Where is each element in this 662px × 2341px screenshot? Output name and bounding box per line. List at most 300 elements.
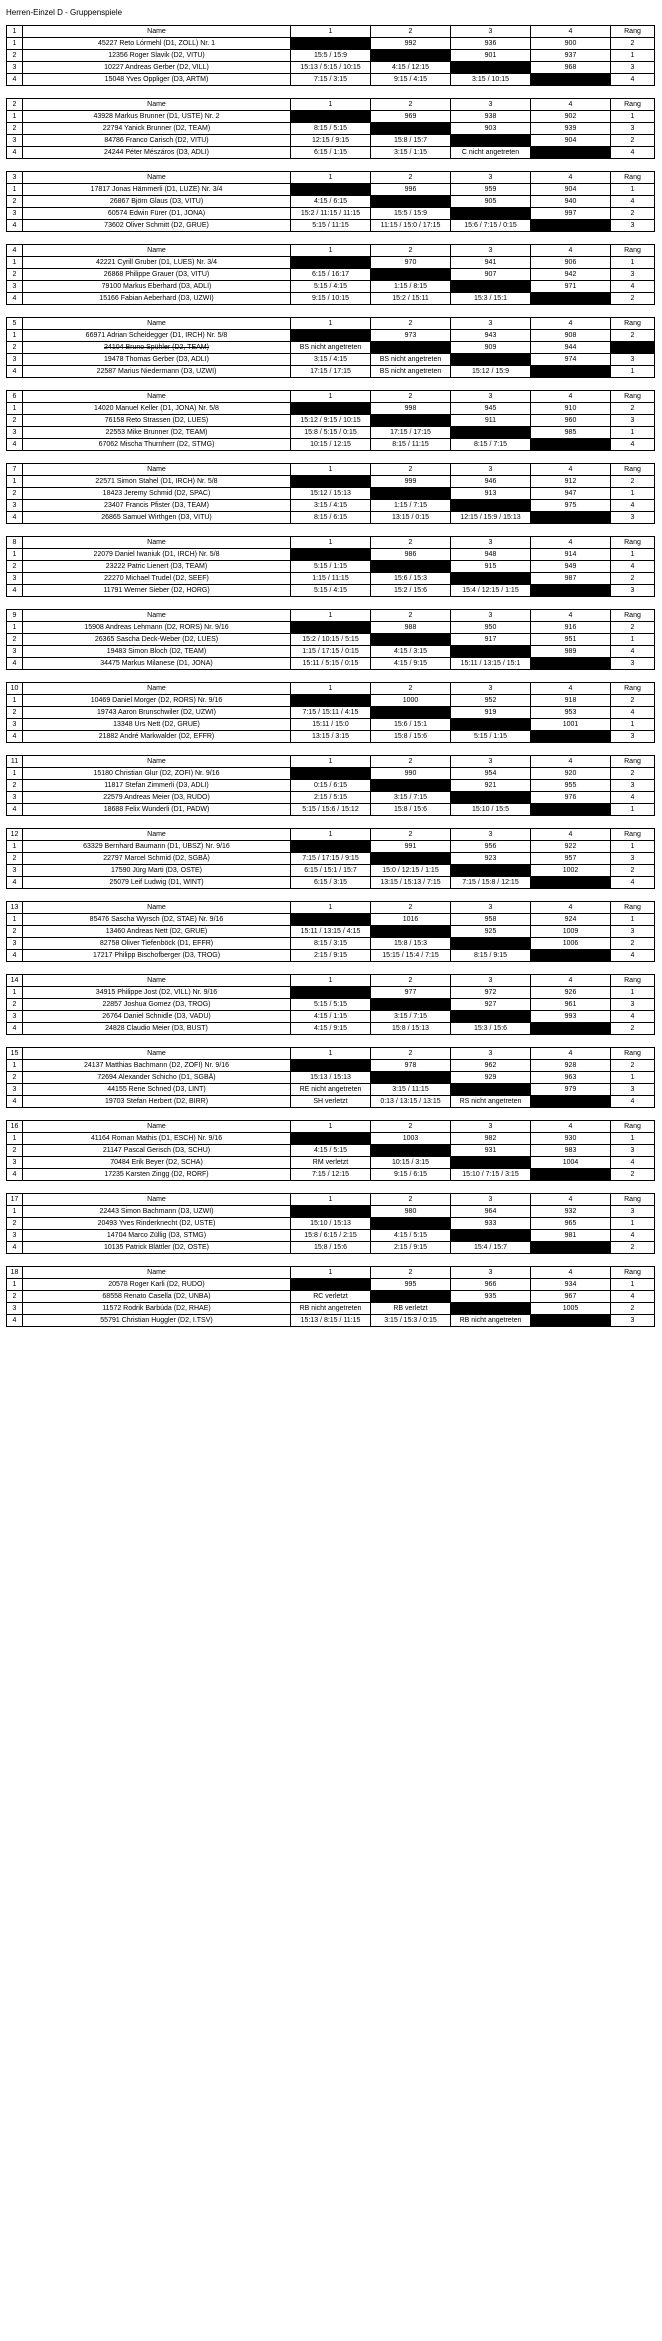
table-row	[7, 549, 655, 561]
page-title: Herren-Einzel D - Gruppenspiele	[6, 8, 123, 17]
result-cell: 922	[531, 841, 611, 853]
result-cell: 997	[531, 208, 611, 220]
rank-cell: 3	[611, 415, 655, 427]
column-header: 2	[371, 172, 451, 184]
result-cell: 991	[371, 841, 451, 853]
table-row	[7, 926, 655, 938]
result-cell: 15:12 / 15:9	[451, 366, 531, 378]
player-name: 22270 Michael Trudel (D2, SEEF)	[23, 573, 291, 585]
column-header: 4	[531, 829, 611, 841]
table-row	[7, 123, 655, 135]
rank-cell: 2	[611, 1169, 655, 1181]
row-number: 1	[7, 914, 23, 926]
row-number: 1	[7, 1206, 23, 1218]
result-cell: 993	[531, 1011, 611, 1023]
player-name: 34475 Markus Milanese (D1, JONA)	[23, 658, 291, 670]
table-row	[7, 707, 655, 719]
result-cell: 940	[531, 196, 611, 208]
result-cell: 5:15 / 1:15	[291, 561, 371, 573]
column-header: Rang	[611, 318, 655, 330]
result-cell: 944	[531, 342, 611, 354]
player-name: 23222 Patric Lienert (D3, TEAM)	[23, 561, 291, 573]
player-name: 45227 Reto Lórmehl (D1, ZOLL) Nr. 1	[23, 38, 291, 50]
result-cell: 975	[531, 500, 611, 512]
rank-cell	[611, 342, 655, 354]
result-cell: 924	[531, 914, 611, 926]
diagonal-cell	[371, 1291, 451, 1303]
row-number: 1	[7, 111, 23, 123]
row-number: 2	[7, 853, 23, 865]
result-cell: 13:15 / 3:15	[291, 731, 371, 743]
column-header: 3	[451, 99, 531, 111]
rank-cell: 1	[611, 841, 655, 853]
result-cell: 901	[451, 50, 531, 62]
column-header: 2	[371, 756, 451, 768]
result-cell: 978	[371, 1060, 451, 1072]
rank-cell: 1	[611, 634, 655, 646]
row-number: 3	[7, 281, 23, 293]
result-cell: 5:15 / 5:15	[291, 999, 371, 1011]
row-number: 2	[7, 999, 23, 1011]
result-cell: 8:15 / 7:15	[451, 439, 531, 451]
result-cell: 15:10 / 15:13	[291, 1218, 371, 1230]
result-cell: 15:4 / 15:7	[451, 1242, 531, 1254]
diagonal-cell	[371, 50, 451, 62]
group-number: 9	[7, 610, 23, 622]
row-number: 2	[7, 1072, 23, 1084]
column-header: 3	[451, 318, 531, 330]
row-number: 1	[7, 768, 23, 780]
rank-cell: 1	[611, 366, 655, 378]
column-header: 4	[531, 610, 611, 622]
result-cell: 968	[531, 62, 611, 74]
rank-cell: 4	[611, 1291, 655, 1303]
column-header: 2	[371, 464, 451, 476]
diagonal-cell	[291, 622, 371, 634]
table-row	[7, 500, 655, 512]
row-number: 2	[7, 780, 23, 792]
result-cell: 6:15 / 15:1 / 15:7	[291, 865, 371, 877]
result-cell: 935	[451, 1291, 531, 1303]
player-name: 66971 Adrian Scheidegger (D1, IRCH) Nr. 5/8	[23, 330, 291, 342]
group-number: 16	[7, 1121, 23, 1133]
result-cell: 15:6 / 15:3	[371, 573, 451, 585]
column-header: 3	[451, 610, 531, 622]
player-name: 22857 Joshua Gomez (D3, TROG)	[23, 999, 291, 1011]
column-header: 4	[531, 99, 611, 111]
group-table	[6, 244, 655, 305]
result-cell: 943	[451, 330, 531, 342]
result-cell: 918	[531, 695, 611, 707]
rank-cell: 3	[611, 354, 655, 366]
table-row	[7, 877, 655, 889]
result-cell: 976	[531, 792, 611, 804]
player-name: 15908 Andreas Lehmann (D2, RORS) Nr. 9/16	[23, 622, 291, 634]
result-cell: RC verletzt	[291, 1291, 371, 1303]
player-name: 22079 Daniel Iwaniuk (D1, IRCH) Nr. 5/8	[23, 549, 291, 561]
player-name: 21147 Pascal Gerisch (D3, SCHU)	[23, 1145, 291, 1157]
row-number: 4	[7, 147, 23, 159]
result-cell: 919	[451, 707, 531, 719]
column-header: 4	[531, 975, 611, 987]
result-cell: 13:15 / 15:13 / 7:15	[371, 877, 451, 889]
table-row	[7, 792, 655, 804]
row-number: 1	[7, 987, 23, 999]
result-cell: 15:6 / 15:1	[371, 719, 451, 731]
rank-cell: 3	[611, 220, 655, 232]
column-header: 1	[291, 1194, 371, 1206]
row-number: 2	[7, 196, 23, 208]
player-name: 20493 Yves Rinderknecht (D2, USTE)	[23, 1218, 291, 1230]
result-cell: 900	[531, 38, 611, 50]
row-number: 3	[7, 865, 23, 877]
rank-cell: 2	[611, 1060, 655, 1072]
rank-cell: 4	[611, 877, 655, 889]
column-header: 4	[531, 318, 611, 330]
result-cell: RS nicht angetreten	[451, 1096, 531, 1108]
rank-cell: 3	[611, 1145, 655, 1157]
result-cell: 987	[531, 573, 611, 585]
table-row	[7, 841, 655, 853]
result-cell: 3:15 / 4:15	[291, 354, 371, 366]
result-cell: 4:15 / 9:15	[291, 1023, 371, 1035]
column-header: 4	[531, 1267, 611, 1279]
table-row	[7, 208, 655, 220]
group-number: 17	[7, 1194, 23, 1206]
result-cell: 17:15 / 17:15	[371, 427, 451, 439]
row-number: 4	[7, 877, 23, 889]
player-name: 24828 Claudio Meier (D3, BUST)	[23, 1023, 291, 1035]
table-row	[7, 853, 655, 865]
player-name: 72694 Alexander Schicho (D1, SGBÄ)	[23, 1072, 291, 1084]
result-cell: SH verletzt	[291, 1096, 371, 1108]
column-header: 3	[451, 756, 531, 768]
result-cell: 15:5 / 15:9	[371, 208, 451, 220]
result-cell: 999	[371, 476, 451, 488]
group-header-row	[7, 318, 655, 330]
result-cell: 7:15 / 12:15	[291, 1169, 371, 1181]
group-number: 7	[7, 464, 23, 476]
table-row	[7, 914, 655, 926]
player-name: 10135 Patrick Blättler (D2, OSTE)	[23, 1242, 291, 1254]
result-cell: 955	[531, 780, 611, 792]
column-header: Name	[23, 1194, 291, 1206]
column-header: 2	[371, 1048, 451, 1060]
result-cell: 957	[531, 853, 611, 865]
rank-cell: 2	[611, 938, 655, 950]
result-cell: 927	[451, 999, 531, 1011]
table-row	[7, 1145, 655, 1157]
player-name: 60574 Edwin Fürer (D1, JONA)	[23, 208, 291, 220]
row-number: 2	[7, 561, 23, 573]
result-cell: 920	[531, 768, 611, 780]
group-header-row	[7, 1194, 655, 1206]
row-number: 2	[7, 1291, 23, 1303]
column-header: Name	[23, 464, 291, 476]
row-number: 4	[7, 220, 23, 232]
player-name: 85476 Sascha Wyrsch (D2, STAE) Nr. 9/16	[23, 914, 291, 926]
result-cell: RB verletzt	[371, 1303, 451, 1315]
diagonal-cell	[531, 585, 611, 597]
player-name: 19703 Stefan Herbert (D2, BIRR)	[23, 1096, 291, 1108]
diagonal-cell	[291, 695, 371, 707]
rank-cell: 3	[611, 1315, 655, 1327]
group-table	[6, 682, 655, 743]
result-cell: 15:12 / 15:13	[291, 488, 371, 500]
result-cell: 925	[451, 926, 531, 938]
result-cell: 10:15 / 3:15	[371, 1157, 451, 1169]
result-cell: 921	[451, 780, 531, 792]
column-header: 1	[291, 245, 371, 257]
player-name: 19743 Aaron Brunschwiler (D2, UZWI)	[23, 707, 291, 719]
result-cell: 977	[371, 987, 451, 999]
diagonal-cell	[531, 74, 611, 86]
player-name: 79100 Markus Eberhard (D3, ADLI)	[23, 281, 291, 293]
player-name: 19483 Simon Bloch (D2, TEAM)	[23, 646, 291, 658]
result-cell: 948	[451, 549, 531, 561]
result-cell: 941	[451, 257, 531, 269]
result-cell: 15:6 / 7:15 / 0:15	[451, 220, 531, 232]
player-name: 23407 Francis Pfister (D3, TEAM)	[23, 500, 291, 512]
result-cell: 8:15 / 9:15	[451, 950, 531, 962]
result-cell: 972	[451, 987, 531, 999]
group-number: 13	[7, 902, 23, 914]
table-row	[7, 135, 655, 147]
column-header: 4	[531, 172, 611, 184]
rank-cell: 3	[611, 658, 655, 670]
column-header: 3	[451, 464, 531, 476]
row-number: 1	[7, 622, 23, 634]
diagonal-cell	[451, 135, 531, 147]
row-number: 1	[7, 330, 23, 342]
row-number: 4	[7, 1315, 23, 1327]
table-row	[7, 196, 655, 208]
diagonal-cell	[451, 573, 531, 585]
result-cell: 964	[451, 1206, 531, 1218]
diagonal-cell	[291, 549, 371, 561]
column-header: 1	[291, 26, 371, 38]
player-name: 55791 Christian Huggler (D2, I.TSV)	[23, 1315, 291, 1327]
rank-cell: 3	[611, 123, 655, 135]
column-header: Name	[23, 756, 291, 768]
result-cell: 986	[371, 549, 451, 561]
row-number: 3	[7, 938, 23, 950]
rank-cell: 1	[611, 549, 655, 561]
result-cell: 17:15 / 17:15	[291, 366, 371, 378]
rank-cell: 1	[611, 184, 655, 196]
table-row	[7, 768, 655, 780]
table-row	[7, 366, 655, 378]
rank-cell: 1	[611, 257, 655, 269]
rank-cell: 2	[611, 208, 655, 220]
column-header: 4	[531, 683, 611, 695]
diagonal-cell	[451, 1157, 531, 1169]
diagonal-cell	[291, 768, 371, 780]
rank-cell: 1	[611, 50, 655, 62]
player-name: 10469 Daniel Morger (D2, RORS) Nr. 9/16	[23, 695, 291, 707]
result-cell: 954	[451, 768, 531, 780]
column-header: 4	[531, 1121, 611, 1133]
diagonal-cell	[371, 1145, 451, 1157]
player-name: 11572 Rodrik Barbúda (D2, RHAE)	[23, 1303, 291, 1315]
group-table	[6, 171, 655, 232]
result-cell: RM verletzt	[291, 1157, 371, 1169]
table-row	[7, 1096, 655, 1108]
player-name: 70484 Erik Beyer (D2, SCHA)	[23, 1157, 291, 1169]
diagonal-cell	[451, 1303, 531, 1315]
column-header: 1	[291, 829, 371, 841]
rank-cell: 2	[611, 403, 655, 415]
result-cell: 15:2 / 10:15 / 5:15	[291, 634, 371, 646]
diagonal-cell	[451, 1084, 531, 1096]
column-header: 2	[371, 683, 451, 695]
diagonal-cell	[451, 62, 531, 74]
column-header: 3	[451, 1121, 531, 1133]
row-number: 4	[7, 658, 23, 670]
result-cell: 966	[451, 1279, 531, 1291]
result-cell: 934	[531, 1279, 611, 1291]
diagonal-cell	[371, 926, 451, 938]
table-row	[7, 1072, 655, 1084]
table-row	[7, 354, 655, 366]
result-cell: 951	[531, 634, 611, 646]
group-number: 12	[7, 829, 23, 841]
column-header: Rang	[611, 902, 655, 914]
player-name: 26865 Samuel Wirthgen (D3, VITU)	[23, 512, 291, 524]
column-header: 3	[451, 975, 531, 987]
group-table	[6, 317, 655, 378]
group-number: 3	[7, 172, 23, 184]
result-cell: 2:15 / 9:15	[291, 950, 371, 962]
group-number: 6	[7, 391, 23, 403]
diagonal-cell	[531, 1242, 611, 1254]
rank-cell: 3	[611, 999, 655, 1011]
rank-cell: 3	[611, 62, 655, 74]
result-cell: 15:8 / 6:15 / 2:15	[291, 1230, 371, 1242]
table-row	[7, 476, 655, 488]
row-number: 3	[7, 1011, 23, 1023]
result-cell: 970	[371, 257, 451, 269]
result-cell: 965	[531, 1218, 611, 1230]
row-number: 4	[7, 1242, 23, 1254]
result-cell: 926	[531, 987, 611, 999]
player-name: 43928 Markus Brunner (D1, USTE) Nr. 2	[23, 111, 291, 123]
result-cell: 8:15 / 6:15	[291, 512, 371, 524]
table-row	[7, 731, 655, 743]
column-header: Rang	[611, 975, 655, 987]
row-number: 3	[7, 1157, 23, 1169]
row-number: 1	[7, 695, 23, 707]
column-header: Rang	[611, 245, 655, 257]
row-number: 3	[7, 1230, 23, 1242]
diagonal-cell	[291, 184, 371, 196]
result-cell: 906	[531, 257, 611, 269]
player-name: 84786 Franco Carisch (D2, VITU)	[23, 135, 291, 147]
group-table	[6, 1266, 655, 1327]
result-cell: 905	[451, 196, 531, 208]
result-cell: 983	[531, 1145, 611, 1157]
group-header-row	[7, 1121, 655, 1133]
row-number: 2	[7, 269, 23, 281]
diagonal-cell	[291, 1133, 371, 1145]
result-cell: 4:15 / 5:15	[371, 1230, 451, 1242]
rank-cell: 4	[611, 281, 655, 293]
rank-cell: 2	[611, 293, 655, 305]
diagonal-cell	[451, 281, 531, 293]
group-number: 1	[7, 26, 23, 38]
row-number: 2	[7, 488, 23, 500]
row-number: 2	[7, 634, 23, 646]
result-cell: 1000	[371, 695, 451, 707]
player-name: 17817 Jonas Hämmerli (D1, LUZE) Nr. 3/4	[23, 184, 291, 196]
rank-cell: 2	[611, 622, 655, 634]
column-header: 4	[531, 902, 611, 914]
column-header: Rang	[611, 1048, 655, 1060]
player-name: 14020 Manuel Keller (D1, JONA) Nr. 5/8	[23, 403, 291, 415]
result-cell: 959	[451, 184, 531, 196]
rank-cell: 1	[611, 719, 655, 731]
row-number: 4	[7, 366, 23, 378]
diagonal-cell	[451, 865, 531, 877]
table-row	[7, 38, 655, 50]
result-cell: 933	[451, 1218, 531, 1230]
group-header-row	[7, 1048, 655, 1060]
table-row	[7, 573, 655, 585]
player-name: 15180 Christian Glur (D2, ZOFI) Nr. 9/16	[23, 768, 291, 780]
column-header: 1	[291, 172, 371, 184]
rank-cell: 1	[611, 1218, 655, 1230]
table-row	[7, 865, 655, 877]
table-row	[7, 1315, 655, 1327]
result-cell: 15:2 / 15:6	[371, 585, 451, 597]
group-number: 4	[7, 245, 23, 257]
rank-cell: 2	[611, 768, 655, 780]
table-row	[7, 1157, 655, 1169]
diagonal-cell	[291, 914, 371, 926]
column-header: 2	[371, 975, 451, 987]
diagonal-cell	[451, 719, 531, 731]
result-cell: 963	[531, 1072, 611, 1084]
column-header: 2	[371, 829, 451, 841]
group-table	[6, 828, 655, 889]
row-number: 3	[7, 500, 23, 512]
table-row	[7, 1279, 655, 1291]
result-cell: 10:15 / 12:15	[291, 439, 371, 451]
player-name: 73602 Oliver Schmitt (D2, GRUE)	[23, 220, 291, 232]
result-cell: 992	[371, 38, 451, 50]
column-header: Rang	[611, 172, 655, 184]
player-name: 15048 Yves Oppliger (D3, ARTM)	[23, 74, 291, 86]
result-cell: 973	[371, 330, 451, 342]
result-cell: 980	[371, 1206, 451, 1218]
rank-cell: 2	[611, 476, 655, 488]
rank-cell: 2	[611, 38, 655, 50]
result-cell: BS nicht angetreten	[291, 342, 371, 354]
column-header: 4	[531, 464, 611, 476]
result-cell: 903	[451, 123, 531, 135]
table-row	[7, 1023, 655, 1035]
row-number: 4	[7, 804, 23, 816]
result-cell: 1002	[531, 865, 611, 877]
row-number: 2	[7, 1218, 23, 1230]
result-cell: 15:11 / 13:15 / 15:1	[451, 658, 531, 670]
table-row	[7, 269, 655, 281]
result-cell: 5:15 / 15:6 / 15:12	[291, 804, 371, 816]
diagonal-cell	[371, 488, 451, 500]
column-header: 1	[291, 1121, 371, 1133]
column-header: Rang	[611, 756, 655, 768]
row-number: 1	[7, 184, 23, 196]
